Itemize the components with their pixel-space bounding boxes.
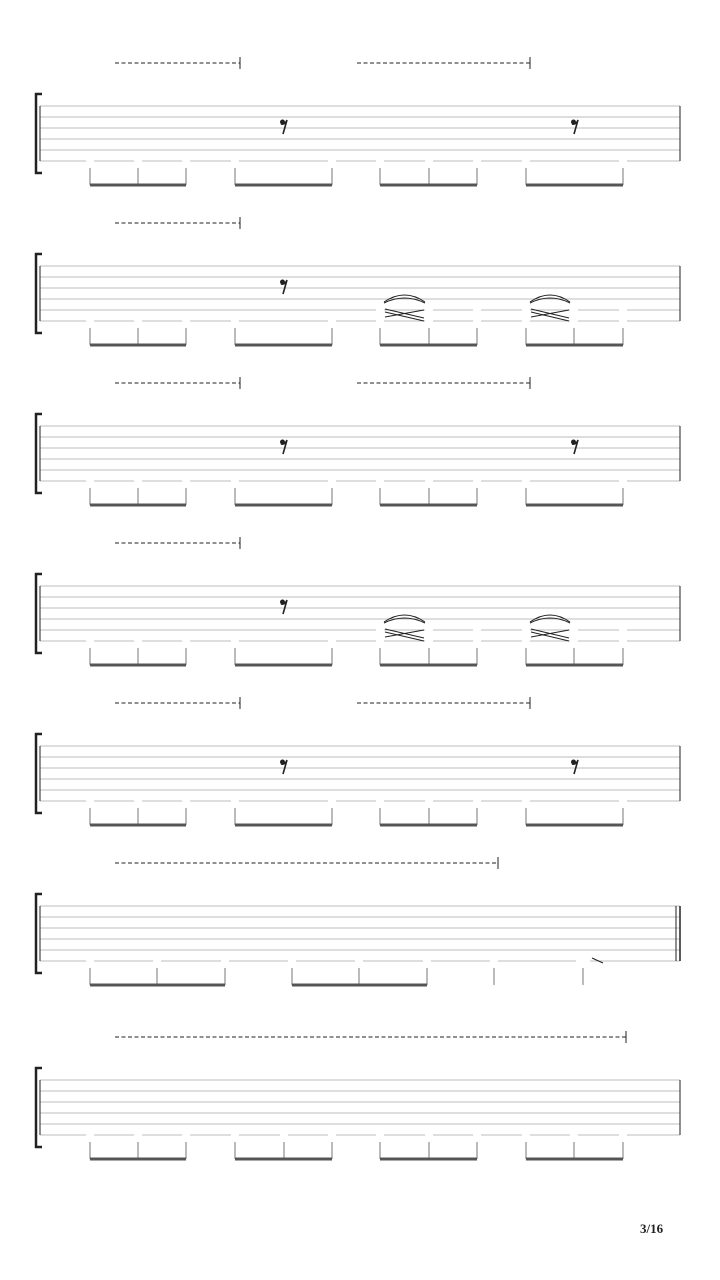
fret-knockout: [522, 155, 530, 166]
fret-knockout: [473, 304, 481, 315]
fret-knockout: [86, 635, 94, 646]
fret-knockout: [376, 795, 384, 806]
fret-knockout: [86, 1129, 94, 1140]
fret-knockout: [570, 635, 578, 646]
fret-knockout: [86, 955, 94, 966]
tab-system-22: [36, 217, 680, 345]
fret-knockout: [473, 795, 481, 806]
tab-system-24: [36, 537, 680, 665]
fret-knockout: [231, 795, 239, 806]
fret-knockout: [182, 1129, 190, 1140]
fret-knockout: [619, 624, 627, 635]
tab-system-25: [36, 697, 680, 825]
fret-knockout: [328, 155, 336, 166]
fret-knockout: [328, 315, 336, 326]
fret-knockout: [376, 315, 384, 326]
tab-system-21: [36, 57, 680, 185]
fret-knockout: [425, 475, 433, 486]
fret-knockout: [231, 1129, 239, 1140]
fret-knockout: [328, 1129, 336, 1140]
fret-knockout: [376, 304, 384, 315]
fret-knockout: [522, 304, 530, 315]
fret-knockout: [134, 155, 142, 166]
tab-system-26: [36, 857, 680, 985]
fret-knockout: [134, 315, 142, 326]
fret-knockout: [619, 304, 627, 315]
fret-knockout: [134, 635, 142, 646]
fret-knockout: [328, 795, 336, 806]
fret-knockout: [473, 1129, 481, 1140]
fret-knockout: [221, 955, 229, 966]
fret-knockout: [231, 155, 239, 166]
fret-knockout: [280, 1129, 288, 1140]
fret-knockout: [522, 315, 530, 326]
fret-knockout: [522, 635, 530, 646]
fret-knockout: [231, 475, 239, 486]
fret-knockout: [473, 315, 481, 326]
fret-knockout: [619, 795, 627, 806]
fret-knockout: [182, 315, 190, 326]
fret-knockout: [376, 155, 384, 166]
fret-knockout: [522, 475, 530, 486]
fret-knockout: [182, 155, 190, 166]
fret-knockout: [576, 955, 590, 966]
fret-knockout: [425, 1129, 433, 1140]
fret-knockout: [619, 315, 627, 326]
fret-knockout: [619, 635, 627, 646]
fret-knockout: [231, 635, 239, 646]
fret-knockout: [570, 1129, 578, 1140]
fret-knockout: [376, 635, 384, 646]
fret-knockout: [376, 624, 384, 635]
fret-knockout: [425, 624, 433, 635]
fret-knockout: [182, 635, 190, 646]
fret-knockout: [522, 1129, 530, 1140]
page-number: 3/16: [640, 1221, 664, 1236]
fret-knockout: [86, 475, 94, 486]
fret-knockout: [473, 155, 481, 166]
fret-knockout: [86, 155, 94, 166]
fret-knockout: [619, 155, 627, 166]
fret-knockout: [376, 1129, 384, 1140]
fret-knockout: [425, 304, 433, 315]
fret-knockout: [153, 955, 161, 966]
fret-knockout: [619, 1129, 627, 1140]
fret-knockout: [522, 624, 530, 635]
fret-knockout: [423, 955, 431, 966]
fret-knockout: [473, 635, 481, 646]
fret-knockout: [376, 475, 384, 486]
fret-knockout: [288, 955, 296, 966]
fret-knockout: [86, 795, 94, 806]
fret-knockout: [473, 624, 481, 635]
fret-knockout: [490, 955, 498, 966]
fret-knockout: [134, 795, 142, 806]
tab-system-27: [36, 1031, 680, 1159]
fret-knockout: [86, 315, 94, 326]
fret-knockout: [619, 475, 627, 486]
fret-knockout: [134, 1129, 142, 1140]
fret-knockout: [570, 315, 578, 326]
fret-knockout: [570, 304, 578, 315]
fret-knockout: [231, 315, 239, 326]
fret-knockout: [425, 795, 433, 806]
fret-knockout: [522, 795, 530, 806]
fret-knockout: [425, 635, 433, 646]
fret-knockout: [425, 315, 433, 326]
fret-knockout: [473, 475, 481, 486]
fret-knockout: [355, 955, 363, 966]
fret-knockout: [425, 155, 433, 166]
fret-knockout: [328, 475, 336, 486]
fret-knockout: [570, 624, 578, 635]
fret-knockout: [182, 475, 190, 486]
fret-knockout: [134, 475, 142, 486]
fret-knockout: [182, 795, 190, 806]
fret-knockout: [328, 635, 336, 646]
tab-system-23: [36, 377, 680, 505]
